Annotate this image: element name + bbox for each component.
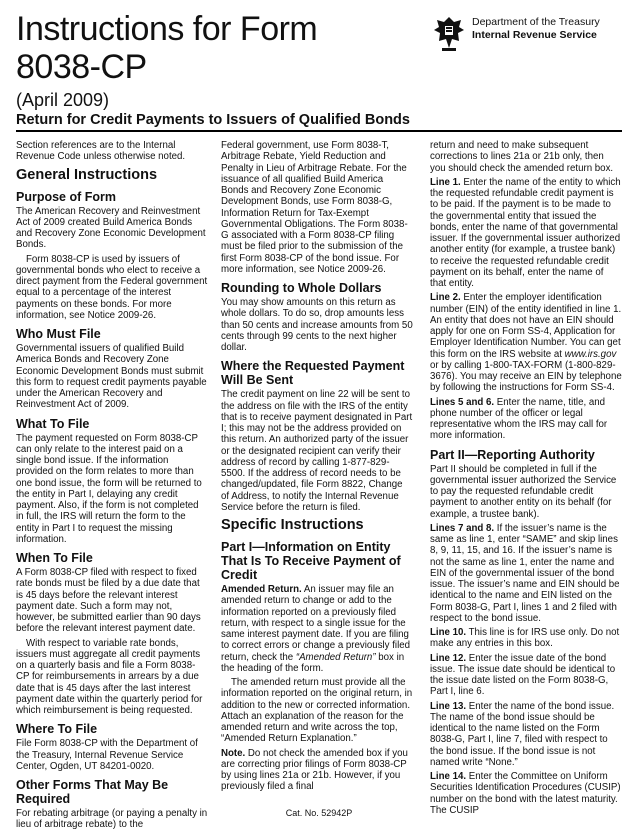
line-10-text: This line is for IRS use only. Do not make any entries in this box. bbox=[430, 627, 620, 650]
amended-return-paragraph-2: The amended return must provide all the information reported on the original return, in addition to the new or corrected information. Attach an explanation of the reason for the amended return and write across the top, “Amended Return Explanation.” bbox=[221, 677, 413, 745]
form-header bbox=[16, 10, 622, 128]
forms-paragraph: Federal government, use Form 8038-T, Arbitrage Rebate, Yield Reduction and Penalty in Lieu of Arbitrage Rebate. For the issuance of all qualified Build America Bonds and Recovery Zone Economic Development Bonds, use Form 8038-G, Information Return for Tax-Exempt Governmental Obligations. The Form 8038-G associated with a Form 8038-CP filing must be filed prior to the submission of the first Form 8038-CP of the bond issue. For more information, see Notice 2009-26. bbox=[221, 140, 408, 275]
heading-part-1: Part I—Information on Entity That Is To Receive Payment of Credit bbox=[221, 540, 401, 582]
line-1-text: Enter the name of the entity to which the requested refundable credit payment is to be paid. If the payment is to be made to the governmental entity that issued the bonds, enter the name of that governmental issuer. If the governmental issuer authorized another entity (for example, a trustee bank) to receive the requested refundable credit payment on its behalf, enter the name of that entity. bbox=[430, 176, 621, 289]
line-14-label: Line 14. bbox=[430, 771, 467, 782]
agency-block bbox=[432, 14, 622, 60]
agency-irs: Internal Revenue Service bbox=[472, 29, 597, 41]
lines-5-6-text: Enter the name, title, and phone number of the officer or legal representative whom the IRS may call for more information. bbox=[430, 396, 608, 442]
title-line-2: 8038-CP bbox=[16, 48, 147, 86]
column-1 bbox=[16, 140, 208, 834]
lines-7-8-paragraph bbox=[430, 523, 622, 624]
heading-specific-instructions: Specific Instructions bbox=[221, 517, 364, 533]
lines-5-6-label: Lines 5 and 6. bbox=[430, 396, 495, 408]
catalog-number: Cat. No. 52942P bbox=[285, 808, 353, 818]
what-to-file-paragraph: The payment requested on Form 8038-CP can only relate to the interest paid on a single bond issue. If the information provided on the form relates to more than one bond issue, the form will be returned to the entity in Part I, delaying any credit payment. Also, if the form is not completed in full, the IRS will return the form to the entity in Part I to request the missing information. bbox=[16, 432, 202, 545]
payment-sent-paragraph: The credit payment on line 22 will be sent to the address on file with the IRS of the entity that is to receive payment designated in Part I; this may not be the address provided on this return. An authorized party of the issuer or the designated recipient can verify their address of record by calling 1-877-829-5500. If the address of record needs to be changed/updated, file Form 8822, Change of Address, to notify the Internal Revenue Service before the return is filed. bbox=[221, 389, 413, 513]
amended-return-italic: “Amended Return” bbox=[295, 651, 376, 663]
lines-5-6-paragraph bbox=[430, 397, 622, 442]
purpose-paragraph-2: Form 8038-CP is used by issuers of governmental bonds who elect to receive a direct payment from the Federal government equal to a percentage of the interest payments on these bonds. For more information, see Notice 2009-26. bbox=[16, 253, 208, 321]
purpose-paragraph-1: The American Recovery and Reinvestment Act of 2009 created Build America Bonds and Recovery Zone Economic Development Bonds. bbox=[16, 205, 206, 251]
line-2-text-2: or by calling 1-800-TAX-FORM (1-800-829-3676). You may receive an EIN by telephone by following the instructions for Form SS-4. bbox=[430, 359, 622, 394]
heading-who-must-file: Who Must File bbox=[16, 327, 101, 341]
agency-department: Department of the Treasury bbox=[472, 16, 600, 28]
header-rule bbox=[16, 130, 622, 132]
line-13-paragraph bbox=[430, 701, 622, 769]
heading-general-instructions: General Instructions bbox=[16, 166, 158, 183]
irs-eagle-icon bbox=[432, 14, 466, 54]
lines-7-8-text: If the issuer’s name is the same as line 1, enter “SAME” and skip lines 8, 9, 11, 15, and 16. If the issuer’s name is not the same as line 1, enter the name and EIN of the governmental issuer of the bond issue. The issuer’s name and EIN should be identical to the name and EIN listed on the Form 8038-G, Part I, lines 1 and 2 filed with respect to the bond issue. bbox=[430, 522, 620, 624]
column-3 bbox=[430, 140, 622, 819]
form-subtitle: Return for Credit Payments to Issuers of Qualified Bonds bbox=[16, 112, 410, 128]
line-14-text: Enter the Committee on Uniform Securities Identification Procedures (CUSIP) number on the bond with the latest maturity. The CUSIP bbox=[430, 771, 621, 816]
rounding-paragraph: You may show amounts on this return as whole dollars. To do so, drop amounts less than 50 cents and increase amounts from 50 cents through 99 cents to the next higher dollar. bbox=[221, 297, 413, 353]
column-2 bbox=[221, 140, 413, 796]
line-1-paragraph bbox=[430, 177, 622, 290]
page-title bbox=[16, 10, 317, 86]
amended-continued-paragraph: return and need to make subsequent corrections to lines 21a or 21b only, then you should check the amended return box. bbox=[430, 140, 614, 174]
title-line-1: Instructions for Form bbox=[16, 10, 318, 48]
heading-purpose-of-form: Purpose of Form bbox=[16, 189, 117, 204]
amended-return-label: Amended Return. bbox=[221, 584, 302, 595]
line-13-text: Enter the name of the bond issue. The name of the bond issue should be identical to the name listed on the Form 8038-G, Part I, line 7, filed with respect to the bond issue. If the bond issue is not named write “None.” bbox=[430, 700, 615, 768]
revision-date: (April 2009) bbox=[16, 90, 110, 110]
heading-what-to-file: What To File bbox=[16, 416, 90, 431]
heading-rounding: Rounding to Whole Dollars bbox=[221, 281, 382, 295]
where-to-file-paragraph: File Form 8038-CP with the Department of the Treasury, Internal Revenue Service Center, Ogden, UT 84201-0020. bbox=[16, 738, 198, 772]
amended-return-tail: box in the heading of the form. bbox=[221, 651, 405, 674]
lines-7-8-label: Lines 7 and 8. bbox=[430, 522, 495, 534]
when-to-file-paragraph-2: With respect to variable rate bonds, issuers must aggregate all credit payments on a quarterly basis and file a Form 8038-CP for reimbursements in arrears by a due date that is 45 days after the last interest payment date within the quarterly period for which reimbursement is being requested. bbox=[16, 637, 203, 716]
heading-part-2: Part II—Reporting Authority bbox=[430, 447, 595, 462]
amended-return-text: An issuer may file an amended return to change or add to the information reported on a previously filed return, with respect to a single issue for the same interest payment date. If you are filing to correct errors or change a previously filed return, check the bbox=[221, 584, 410, 663]
heading-when-to-file: When To File bbox=[16, 551, 93, 565]
line-12-paragraph bbox=[430, 653, 622, 698]
intro-text: Section references are to the Internal Revenue Code unless otherwise noted. bbox=[16, 140, 186, 163]
line-13-label: Line 13. bbox=[430, 700, 467, 712]
line-1-label: Line 1. bbox=[430, 176, 461, 188]
line-2-paragraph bbox=[430, 292, 622, 393]
line-2-text: Enter the employer identification number (EIN) of the entity identified in line 1. An entity that does not have an EIN should apply for one on Form SS-4, Application for Employer Identification Number. You can get this form on the IRS website at bbox=[430, 292, 622, 360]
line-10-paragraph bbox=[430, 627, 622, 650]
who-must-file-paragraph: Governmental issuers of qualified Build America Bonds and Recovery Zone Economic Development Bonds must submit this form to request credit payments payable under the American Recovery and Reinvestment Act of 2009. bbox=[16, 343, 207, 411]
part-2-paragraph: Part II should be completed in full if the governmental issuer authorized the Service to pay the requested refundable credit payment to another entity on its behalf (for example, a trustee bank). bbox=[430, 463, 617, 520]
note-paragraph bbox=[221, 748, 413, 793]
heading-where-payment-sent: Where the Requested Payment Will Be Sent bbox=[221, 359, 405, 388]
line-10-label: Line 10. bbox=[430, 627, 467, 638]
heading-other-forms: Other Forms That May Be Required bbox=[16, 778, 169, 806]
heading-where-to-file: Where To File bbox=[16, 722, 98, 737]
amended-return-paragraph bbox=[221, 584, 413, 674]
when-to-file-paragraph-1: A Form 8038-CP filed with respect to fixed rate bonds must be filed by a due date that is 45 days before the relevant interest payment date. Such a form may not, however, be submitted earlier than 90 days before the relevant interest payment date. bbox=[16, 567, 201, 635]
line-12-text: Enter the issue date of the bond issue. The issue date should be identical to the issue date listed on the Form 8038-G, Part I, line 6. bbox=[430, 652, 616, 698]
note-label: Note. bbox=[221, 747, 246, 759]
line-12-label: Line 12. bbox=[430, 652, 467, 664]
irs-website-link[interactable]: www.irs.gov bbox=[564, 348, 617, 360]
line-2-label: Line 2. bbox=[430, 292, 461, 304]
note-text: Do not check the amended box if you are correcting prior filings of Form 8038-CP by using lines 21a or 21b. However, if you previously filed a final bbox=[221, 747, 408, 793]
other-forms-paragraph: For rebating arbitrage (or paying a penalty in lieu of arbitrage rebate) to the bbox=[16, 808, 208, 831]
